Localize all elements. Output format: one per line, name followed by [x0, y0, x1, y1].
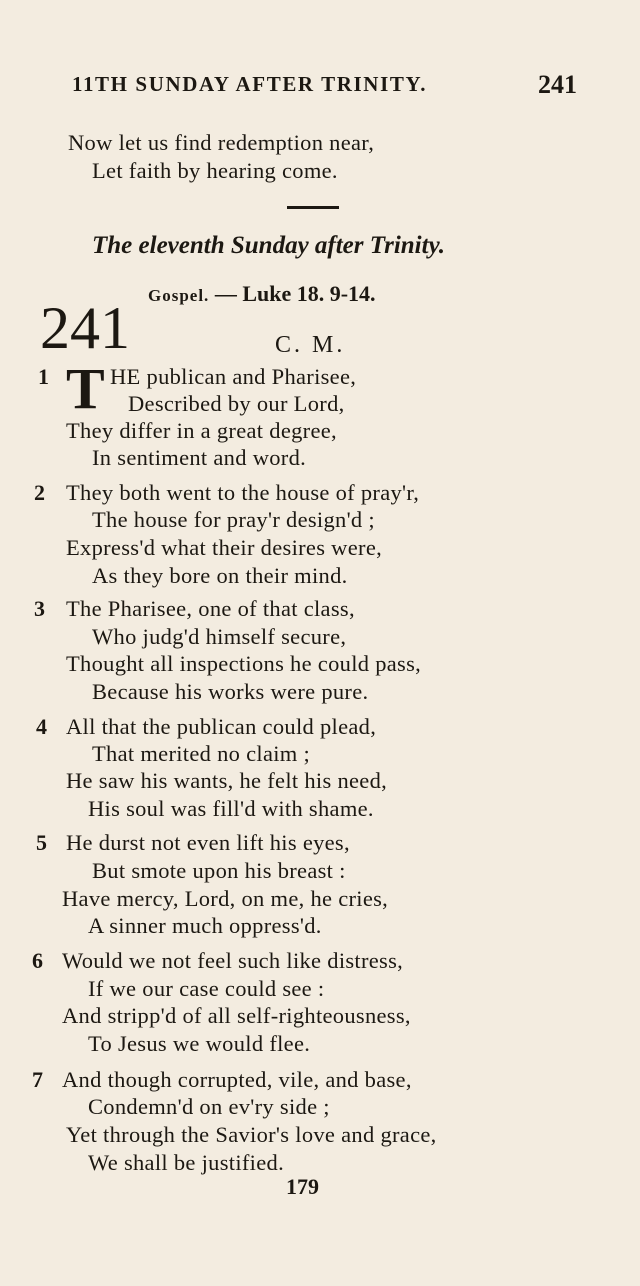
drop-cap: T	[66, 356, 105, 421]
verse-line: They both went to the house of pray'r,	[66, 480, 420, 505]
verse-number: 6	[32, 948, 43, 973]
verse-number: 5	[36, 830, 47, 855]
verse-line: In sentiment and word.	[92, 445, 307, 470]
verse-line: And though corrupted, vile, and base,	[62, 1067, 412, 1092]
verse-line: They differ in a great degree,	[66, 418, 337, 443]
hymn-number: 241	[40, 295, 130, 361]
verse-line: The Pharisee, one of that class,	[66, 596, 355, 621]
verse-line: Because his works were pure.	[92, 679, 369, 704]
gospel-label: Gospel.	[148, 286, 210, 305]
verse-line: He saw his wants, he felt his need,	[66, 768, 388, 793]
carryover-line: Now let us find redemption near,	[68, 130, 375, 155]
verse-line: HE publican and Pharisee,	[110, 364, 357, 389]
verse-line: Yet through the Savior's love and grace,	[66, 1122, 437, 1147]
section-divider	[287, 206, 339, 209]
verse-line: Would we not feel such like distress,	[62, 948, 404, 973]
running-head-page-number: 241	[538, 70, 577, 99]
verse-number: 1	[38, 364, 49, 389]
running-head	[0, 72, 640, 106]
verse-line: And stripp'd of all self-righteousness,	[62, 1003, 411, 1028]
running-head-title: 11TH SUNDAY AFTER TRINITY.	[72, 72, 428, 96]
section-title: The eleventh Sunday after Trinity.	[92, 232, 445, 259]
gospel-dash: —	[214, 281, 237, 306]
gospel-reference-line	[148, 281, 376, 307]
folio-number: 179	[286, 1174, 319, 1199]
verse-line: To Jesus we would flee.	[88, 1031, 311, 1056]
verse-line: We shall be justified.	[88, 1150, 284, 1175]
verse-line: He durst not even lift his eyes,	[66, 830, 350, 855]
verse-line: His soul was fill'd with shame.	[88, 796, 374, 821]
verse-number: 7	[32, 1067, 43, 1092]
verse-line: Who judg'd himself secure,	[92, 624, 347, 649]
verse-line: Thought all inspections he could pass,	[66, 651, 422, 676]
verse-line: Described by our Lord,	[128, 391, 345, 416]
verse-line: Express'd what their desires were,	[66, 535, 383, 560]
verse-number: 4	[36, 714, 47, 739]
verse-line: As they bore on their mind.	[92, 563, 348, 588]
verse-number: 3	[34, 596, 45, 621]
carryover-line: Let faith by hearing come.	[92, 158, 338, 183]
gospel-reference: Luke 18. 9-14.	[242, 281, 376, 306]
verse-line: But smote upon his breast :	[92, 858, 346, 883]
verse-line: That merited no claim ;	[92, 741, 311, 766]
hymn-meter: C. M.	[275, 332, 346, 358]
verse-line: If we our case could see :	[88, 976, 325, 1001]
verse-line: All that the publican could plead,	[66, 714, 377, 739]
verse-number: 2	[34, 480, 45, 505]
verse-line: The house for pray'r design'd ;	[92, 507, 375, 532]
verse-line: A sinner much oppress'd.	[88, 913, 322, 938]
verse-line: Condemn'd on ev'ry side ;	[88, 1094, 330, 1119]
verse-line: Have mercy, Lord, on me, he cries,	[62, 886, 389, 911]
